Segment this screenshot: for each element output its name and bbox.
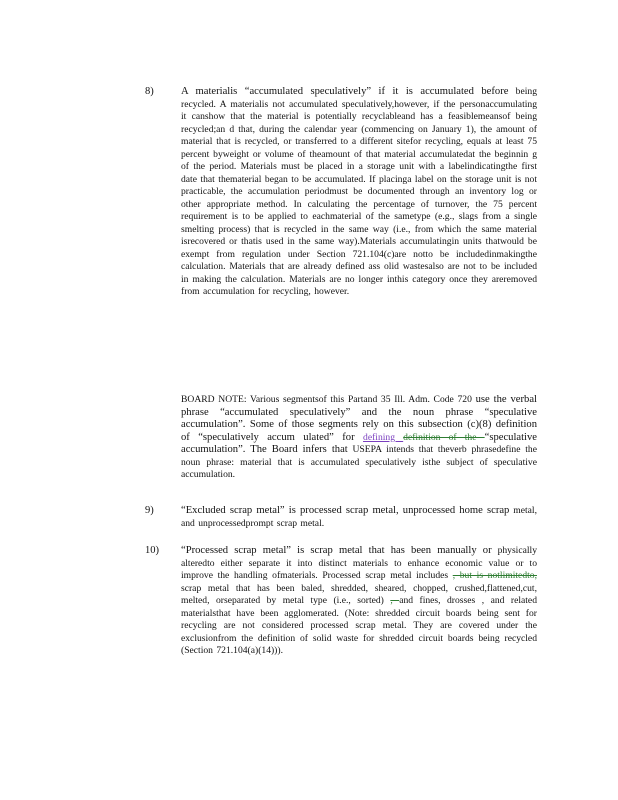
definition-text-c: and fines, drosses , and related materialsthat have been agglomerated. (Note: shredded circuit boards being sent for recycling are not considered processed scrap metal. They are covered under the exclusionfrom the definition of solid waste for shredded circuit boards being recycled (Section 721.104(a)(14))). [181, 595, 537, 656]
item-number: 9) [145, 505, 154, 516]
board-note-text-b: use the verbal phrase “accumulated speculatively” and the noun phrase “speculative accumulation”. Some of those segments rely on this subsection (c)(8) definition of “speculatively accum ulated” for [181, 394, 537, 443]
definition-text: metal, and unprocessedprompt scrap metal. [181, 505, 537, 529]
deleted-text: definition of the [403, 431, 485, 443]
deleted-text: , but is notlimitedto, [452, 570, 537, 581]
definition-text-a: physically alteredto either separate it into distinct materials to enhance economic value or to improve the handling ofmaterials. Processed scrap metal includes [181, 545, 537, 581]
deleted-text: , [390, 595, 400, 606]
item-body [181, 505, 537, 530]
board-note-text-c: “speculative accumulation”. The Board infers that [181, 431, 537, 455]
board-note-paragraph [181, 394, 537, 482]
item-number: 8) [145, 86, 154, 97]
definition-lead: “Excluded scrap metal” is processed scrap metal, unprocessed home scrap [181, 505, 510, 516]
definition-paragraph [181, 86, 537, 299]
item-number: 10) [145, 545, 159, 556]
item-body [181, 545, 537, 658]
item-body [181, 86, 537, 299]
definition-paragraph [181, 505, 537, 530]
board-note-label: BOARD NOTE: [181, 394, 247, 405]
definition-lead: A materialis “accumulated speculatively” if it is accumulated before [181, 86, 509, 97]
definition-text: being recycled. A materialis not accumulated speculatively,however, if the personaccumulating it canshow that the material is potentially recyclableand has a feasiblemeansof being recycled;an d that, during the calendar year (commencing on January 1), the amount of material that is recycled, or transferred to a different sitefor recycling, equals at least 75 percent byweight or volume of theamount of that material accumulatedat the beginnin g of the period. Materials must be placed in a storage unit with a labelindicatingthe first date that thematerial began to be accumulated. If placinga label on the storage unit is not practicable, the accumulation periodmust be documented through an inventory log or other appropriate method. In calculating the percentage of turnover, the 75 percent requirement is to be applied to eachmaterial of the sametype (e.g., slags from a single smelting process) that is recycled in the same way (i.e., from which the same material isrecovered or thatis used in the same way).Materials accumulatingin units thatwould be exempt from regulation under Section 721.104(c)are notto be includedinmakingthe calculation. Materials that are already defined ass olid wastesalso are not to be included in making the calculation. Materials are no longer inthis category once they areremoved from accumulation for recycling, however. [181, 86, 537, 297]
definition-lead: “Processed scrap metal” is scrap metal that has been manually or [181, 545, 492, 556]
definition-text-b: scrap metal that has been baled, shredded, sheared, chopped, crushed,flattened,cut, melted, orseparated by metal type (i.e., sorted) [181, 582, 537, 606]
board-note-body [181, 394, 537, 482]
board-note-text-a: Various segmentsof this Partand 35 Ill. Adm. Code 720 [246, 394, 472, 405]
inserted-text: defining [363, 431, 404, 443]
board-note-text-d: USEPA intends that theverb phrasedefine the noun phrase: material that is accumulated speculatively isthe subject of speculative accumulation. [181, 444, 537, 480]
definition-paragraph [181, 545, 537, 658]
